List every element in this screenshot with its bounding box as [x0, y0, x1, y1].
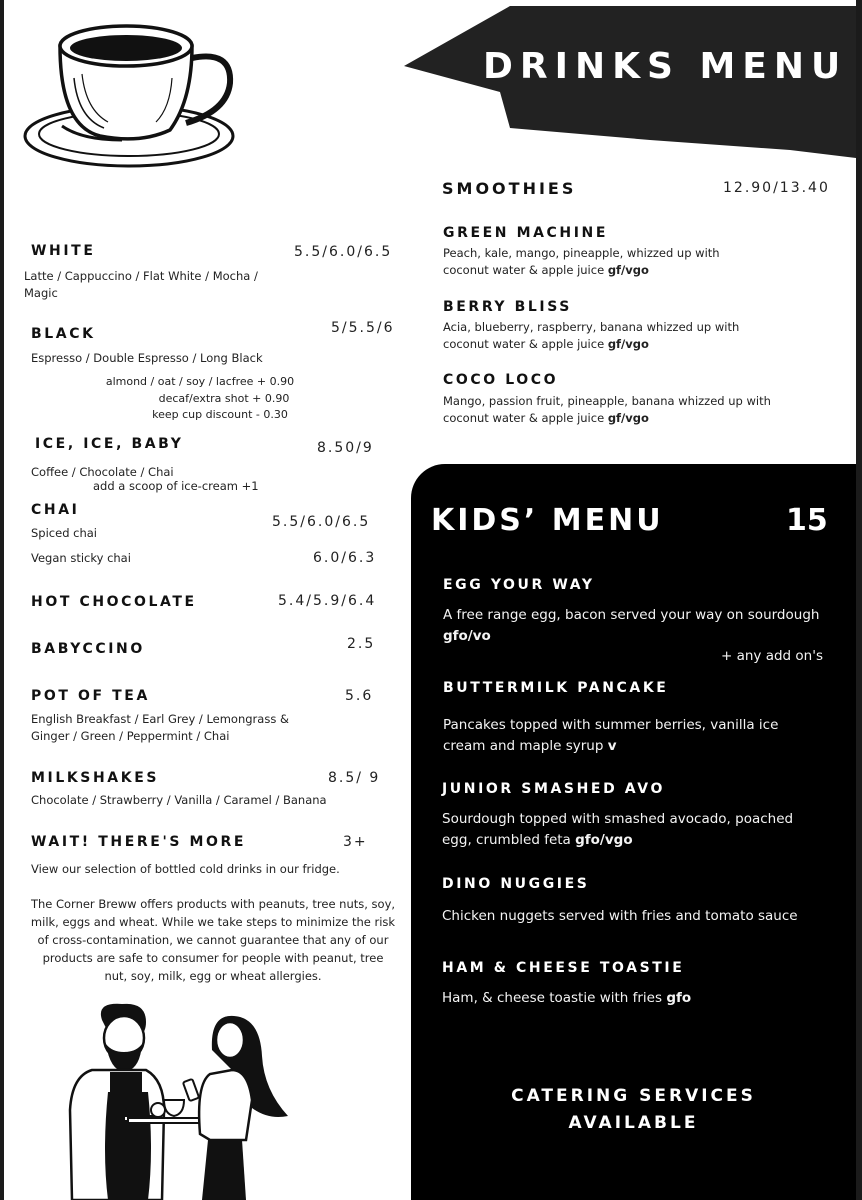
- chai-line: Spiced chai: [31, 526, 98, 540]
- extra-line: almond / oat / soy / lacfree + 0.90: [105, 375, 295, 388]
- white-desc: Latte / Cappuccino / Flat White / Mocha / Magic: [24, 269, 258, 300]
- kids-item-desc: Sourdough topped with smashed avocado, poached egg, crumbled feta gfo/vgo: [442, 811, 794, 848]
- pot-of-tea-price: 5.6: [345, 688, 374, 704]
- pot-of-tea-heading: POT OF TEA: [31, 688, 150, 704]
- catering-line: CATERING SERVICES: [511, 1086, 756, 1106]
- pot-of-tea-desc: English Breakfast / Earl Grey / Lemongrass & Ginger / Green / Peppermint / Chai: [31, 712, 289, 743]
- kids-menu-price: 15: [786, 503, 828, 538]
- kids-item-name: DINO NUGGIES: [442, 876, 590, 892]
- chai-price: 6.0/6.3: [313, 550, 377, 566]
- catering-banner: [411, 1083, 856, 1137]
- extra-line: keep cup discount - 0.30: [152, 408, 288, 421]
- kids-item-desc: Chicken nuggets served with fries and tomato sauce: [442, 908, 798, 924]
- ice-price: 8.50/9: [317, 440, 374, 456]
- kids-item-name: JUNIOR SMASHED AVO: [442, 781, 665, 797]
- more-price: 3+: [343, 834, 368, 850]
- chai-price: 5.5/6.0/6.5: [272, 514, 371, 530]
- kids-item-extra: + any add on's: [721, 648, 823, 664]
- milk-extras: [60, 374, 340, 424]
- smoothies-heading: SMOOTHIES: [442, 179, 577, 198]
- kids-item-name: HAM & CHEESE TOASTIE: [442, 960, 685, 976]
- extra-line: decaf/extra shot + 0.90: [158, 391, 290, 405]
- people-illustration: [62, 1000, 302, 1200]
- hot-chocolate-price: 5.4/5.9/6.4: [278, 593, 377, 609]
- black-heading: BLACK: [31, 326, 96, 342]
- hot-chocolate-heading: HOT CHOCOLATE: [31, 594, 197, 610]
- smoothie-desc: Mango, passion fruit, pineapple, banana whizzed up with coconut water & apple juice gf/vgo: [443, 394, 771, 425]
- ice-extra: add a scoop of ice-cream +1: [93, 479, 259, 493]
- kids-item-desc: Ham, & cheese toastie with fries gfo: [442, 990, 692, 1006]
- white-heading: WHITE: [31, 243, 96, 259]
- smoothie-desc: Acia, blueberry, raspberry, banana whizzed up with coconut water & apple juice gf/vgo: [443, 320, 740, 351]
- smoothie-name: COCO LOCO: [443, 372, 559, 388]
- babyccino-heading: BABYCCINO: [31, 641, 145, 657]
- ice-heading: ICE, ICE, BABY: [35, 436, 184, 452]
- catering-line: AVAILABLE: [568, 1113, 699, 1133]
- kids-item-name: EGG YOUR WAY: [443, 577, 595, 593]
- kids-item-desc: Pancakes topped with summer berries, vanilla ice cream and maple syrup v: [443, 717, 779, 754]
- smoothies-price: 12.90/13.40: [723, 180, 830, 196]
- kids-menu-title: KIDS’ MENU: [431, 503, 664, 538]
- more-heading: WAIT! THERE'S MORE: [31, 834, 247, 850]
- coffee-cup-illustration: [22, 18, 237, 173]
- smoothie-desc: Peach, kale, mango, pineapple, whizzed up with coconut water & apple juice gf/vgo: [443, 246, 720, 277]
- more-desc: View our selection of bottled cold drinks in our fridge.: [31, 862, 340, 876]
- milkshakes-price: 8.5/ 9: [328, 770, 381, 786]
- allergy-note: The Corner Breww offers products with peanuts, tree nuts, soy, milk, eggs and wheat. While we take steps to minimize the risk of cross-contamination, we cannot guarantee that any of our products are safe to consumer for people with peanut, tree nut, soy, milk, egg or wheat allergies.: [30, 897, 396, 983]
- smoothie-name: BERRY BLISS: [443, 299, 572, 315]
- black-desc: Espresso / Double Espresso / Long Black: [31, 351, 263, 365]
- kids-item-desc: A free range egg, bacon served your way on sourdough gfo/vo: [443, 607, 820, 644]
- black-price: 5/5.5/6: [331, 320, 395, 336]
- milkshakes-heading: MILKSHAKES: [31, 770, 160, 786]
- smoothie-name: GREEN MACHINE: [443, 225, 609, 241]
- chai-heading: CHAI: [31, 502, 80, 518]
- white-price: 5.5/6.0/6.5: [294, 244, 393, 260]
- chai-line: Vegan sticky chai: [31, 551, 131, 565]
- babyccino-price: 2.5: [347, 636, 376, 652]
- ice-desc: Coffee / Chocolate / Chai: [31, 465, 174, 479]
- kids-item-name: BUTTERMILK PANCAKE: [443, 680, 669, 696]
- milkshakes-desc: Chocolate / Strawberry / Vanilla / Caramel / Banana: [31, 793, 327, 807]
- page-title: DRINKS MENU: [483, 46, 848, 87]
